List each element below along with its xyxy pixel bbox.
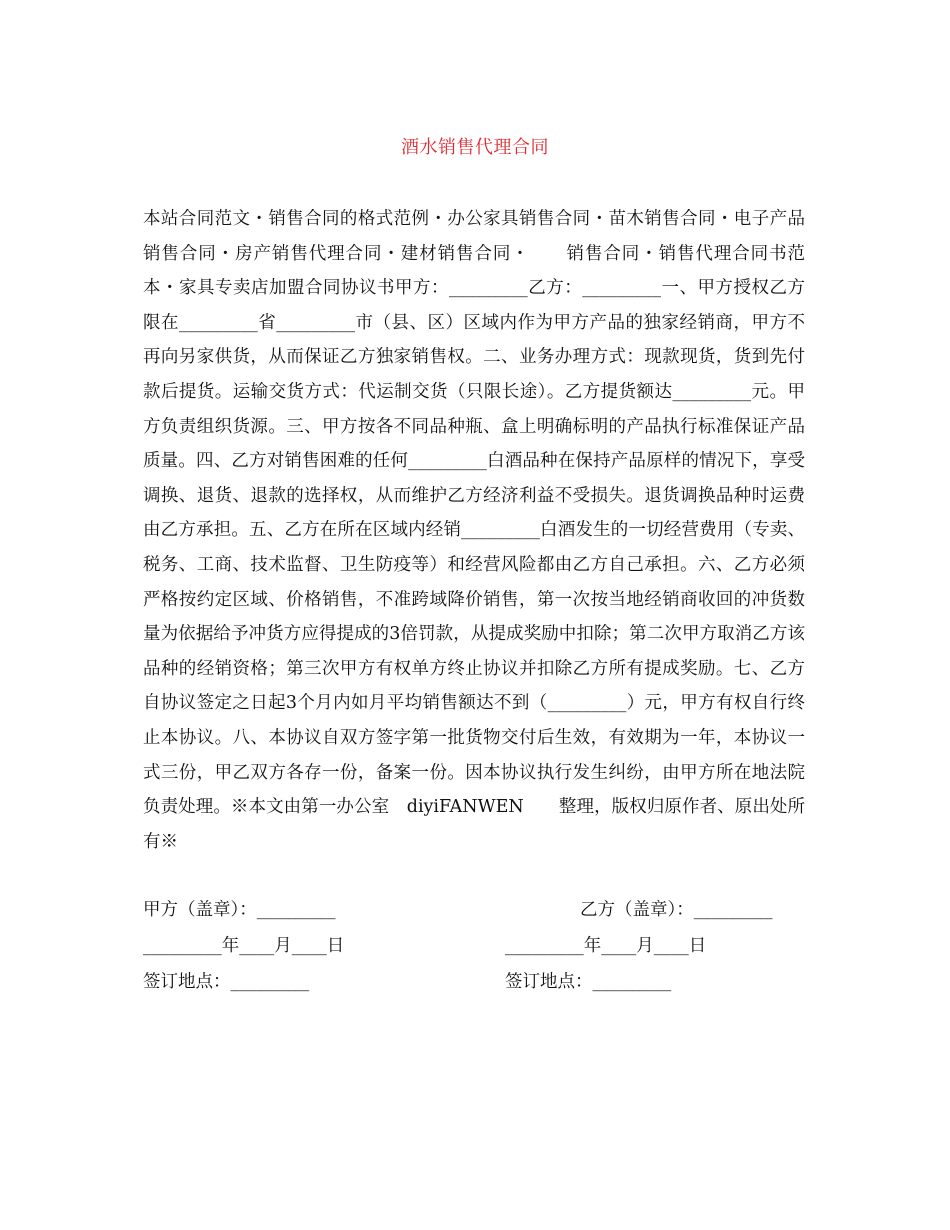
party-a-place: 签订地点：_________ [143,972,310,992]
party-b-seal: 乙方（盖章）：_________ [580,900,773,920]
contract-body: 本站合同范文・销售合同的格式范例・办公家具销售合同・苗木销售合同・电子产品销售合同・房产销售代理合同・建材销售合同・ 销售合同・销售代理合同书范本・家具专卖店加盟合同协议书甲方：_________乙方：_________一、甲方授权乙方限在_________省_________市（县、区）区域内作为甲方产品的独家经销商，甲方不再向另家供货，从而保证乙方独家销售权。二、业务办理方式：现款现货，货到先付款后提货。运输交货方式：代运制交货（只限长途）。乙方提货额达_________元。甲方负责组织货源。三、甲方按各不同品种瓶、盒上明确标明的产品执行标准保证产品质量。四、乙方对销售困难的任何_________白酒品种在保持产品原样的情况下，享受调换、退货、退款的选择权，从而维护乙方经济利益不受损失。退货调换品种时运费由乙方承担。五、乙方在所在区域内经销_________白酒发生的一切经营费用（专卖、税务、工商、技术监督、卫生防疫等）和经营风险都由乙方自己承担。六、乙方必须严格按约定区域、价格销售，不准跨域降价销售，第一次按当地经销商收回的冲货数量为依据给予冲货方应得提成的3倍罚款，从提成奖励中扣除；第二次甲方取消乙方该品种的经销资格；第三次甲方有权单方终止协议并扣除乙方所有提成奖励。七、乙方自协议签定之日起3个月内如月平均销售额达不到（_________）元，甲方有权自行终止本协议。八、本协议自双方签字第一批货物交付后生效，有效期为一年，本协议一式三份，甲乙双方各存一份，备案一份。因本协议执行发生纠纷，由甲方所在地法院负责处理。※本文由第一办公室 diyiFANWEN 整理，版权归原作者、原出处所有※ [143,209,805,852]
party-a-seal: 甲方（盖章）：_________ [143,900,336,920]
place-row [143,965,805,999]
date-row [143,929,805,963]
party-a-date: _________年____月____日 [143,936,345,956]
party-b-date: _________年____月____日 [505,936,707,956]
document-title: 酒水销售代理合同 [401,137,549,158]
party-b-place: 签订地点：_________ [505,972,672,992]
seal-row [143,893,805,927]
